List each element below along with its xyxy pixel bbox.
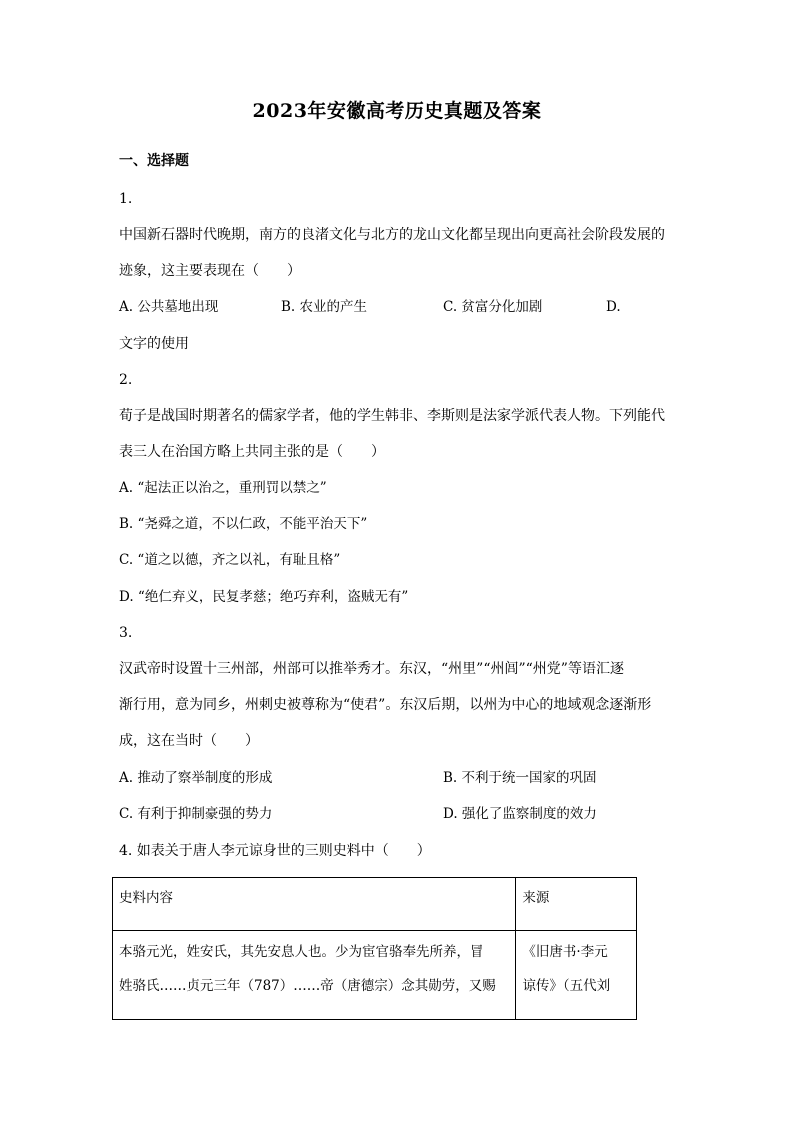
question-2-number: 2.	[119, 372, 133, 388]
question-1-number: 1.	[119, 191, 133, 207]
question-3-option-b: B. 不利于统一国家的巩固	[443, 770, 597, 786]
table-cell-source	[516, 931, 637, 1020]
table-header-content: 史料内容	[113, 878, 516, 931]
question-3-option-a: A. 推动了察举制度的形成	[119, 770, 273, 786]
table-header-row	[113, 878, 637, 931]
question-1-option-c: C. 贫富分化加剧	[443, 299, 543, 315]
source-table	[112, 877, 637, 1020]
table-header-source: 来源	[516, 878, 637, 931]
table-row	[113, 931, 637, 1020]
table-cell-content-line-1: 本骆元光，姓安氏，其先安息人也。少为宦官骆奉先所养，冒	[119, 944, 484, 960]
question-2-stem-line-2: 表三人在治国方略上共同主张的是（ ）	[119, 444, 385, 460]
question-3-stem-line-1: 汉武帝时设置十三州部，州部可以推举秀才。东汉，“州里”“州闾”“州党”等语汇逐	[119, 661, 624, 677]
table-cell-source-line-1: 《旧唐书·李元	[522, 944, 608, 960]
question-1-option-d: D.	[606, 299, 621, 315]
question-1-stem-line-1: 中国新石器时代晚期，南方的良渚文化与北方的龙山文化都呈现出向更高社会阶段发展的	[119, 227, 665, 243]
question-1-option-d-text: 文字的使用	[119, 336, 189, 352]
question-3-stem-line-2: 渐行用，意为同乡，州刺史被尊称为“使君”。东汉后期，以州为中心的地域观念逐渐形	[119, 697, 652, 713]
question-2-stem-line-1: 荀子是战国时期著名的儒家学者，他的学生韩非、李斯则是法家学派代表人物。下列能代	[119, 408, 665, 424]
question-2-option-c: C. “道之以德，齐之以礼，有耻且格”	[119, 552, 341, 568]
question-4-stem: 4. 如表关于唐人李元谅身世的三则史料中（ ）	[119, 843, 431, 859]
question-1-option-b: B. 农业的产生	[281, 299, 368, 315]
page-title: 2023年安徽高考历史真题及答案	[252, 100, 542, 122]
question-1-option-a: A. 公共墓地出现	[119, 299, 219, 315]
question-1-stem-line-2: 迹象，这主要表现在（ ）	[119, 263, 301, 279]
question-2-option-d: D. “绝仁弃义，民复孝慈；绝巧弃利，盗贼无有”	[119, 589, 409, 605]
table-cell-content-line-2: 姓骆氏……贞元三年（787）……帝（唐德宗）念其勋劳，又赐	[119, 978, 496, 994]
table-cell-content	[113, 931, 516, 1020]
section-heading: 一、选择题	[119, 153, 189, 169]
table-cell-source-line-2: 谅传》（五代刘	[522, 978, 611, 994]
question-3-option-d: D. 强化了监察制度的效力	[443, 806, 597, 822]
question-2-option-b: B. “尧舜之道，不以仁政，不能平治天下”	[119, 516, 368, 532]
question-3-stem-line-3: 成，这在当时（ ）	[119, 733, 259, 749]
question-3-option-c: C. 有利于抑制豪强的势力	[119, 806, 273, 822]
question-3-number: 3.	[119, 625, 133, 641]
question-2-option-a: A. “起法正以治之，重刑罚以禁之”	[119, 480, 327, 496]
